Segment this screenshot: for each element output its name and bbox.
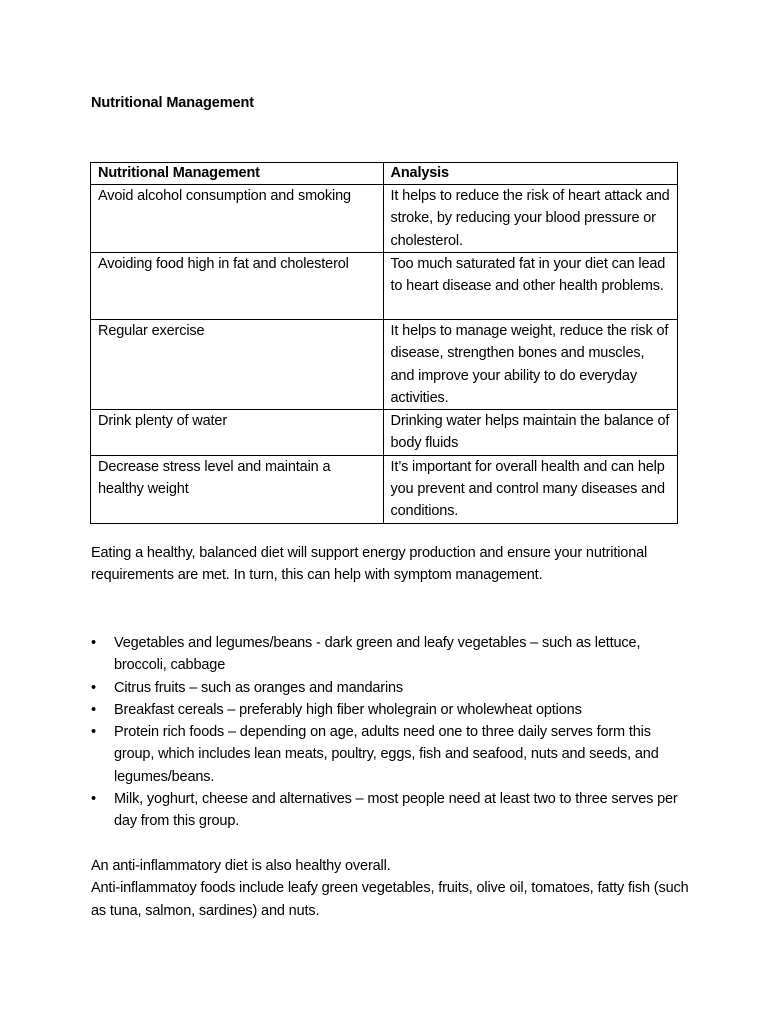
analysis-cell: Too much saturated fat in your diet can lead to heart disease and other health problems. [383, 253, 677, 320]
page-title: Nutritional Management [91, 95, 254, 111]
bullet-icon: • [91, 679, 96, 696]
management-cell: Drink plenty of water [91, 410, 384, 456]
bullet-icon: • [91, 724, 96, 741]
list-item [91, 632, 681, 677]
management-cell: Avoiding food high in fat and cholesterol [91, 253, 384, 320]
analysis-cell: It helps to reduce the risk of heart attack and stroke, by reducing your blood pressure or cholesterol. [383, 185, 677, 253]
nutrition-table [90, 162, 678, 524]
table-row [91, 185, 678, 253]
column-header-management: Nutritional Management [91, 163, 384, 185]
closing-line-1: An anti-inflammatory diet is also healthy overall. [91, 858, 391, 874]
table-row [91, 455, 678, 523]
closing-line-2: Anti-inflammatoy foods include leafy green vegetables, fruits, olive oil, tomatoes, fatty fish (such as tuna, salmon, sardines) and nuts. [91, 880, 689, 919]
bullet-icon: • [91, 701, 96, 718]
list-item [91, 721, 681, 788]
analysis-cell: Drinking water helps maintain the balance of body fluids [383, 410, 677, 456]
table-row [91, 410, 678, 456]
column-header-analysis: Analysis [383, 163, 677, 185]
table-row [91, 320, 678, 410]
list-item-text: Citrus fruits – such as oranges and mandarins [114, 679, 404, 696]
analysis-cell: It’s important for overall health and can help you prevent and control many diseases and conditions. [383, 455, 677, 523]
bullet-icon: • [91, 791, 96, 808]
analysis-cell: It helps to manage weight, reduce the risk of disease, strengthen bones and muscles, and improve your ability to do everyday activities. [383, 320, 677, 410]
bullet-icon: • [91, 635, 96, 651]
management-cell: Avoid alcohol consumption and smoking [91, 185, 384, 253]
list-item-text: Protein rich foods – depending on age, adults need one to three daily serves form this group, which includes lean meats, poultry, eggs, fish and seafood, nuts and seeds, and legumes/beans. [114, 724, 659, 785]
list-item [91, 699, 681, 721]
management-cell: Regular exercise [91, 320, 384, 410]
table-row [91, 253, 678, 320]
closing-paragraph [91, 855, 691, 922]
table-header-row [91, 163, 678, 185]
list-item-text: Vegetables and legumes/beans - dark green and leafy vegetables – such as lettuce, broccoli, cabbage [114, 635, 641, 674]
management-cell: Decrease stress level and maintain a healthy weight [91, 455, 384, 523]
list-item-text: Milk, yoghurt, cheese and alternatives – most people need at least two to three serves per day from this group. [114, 791, 678, 830]
list-item [91, 677, 681, 699]
list-item-text: Breakfast cereals – preferably high fiber wholegrain or wholewheat options [114, 701, 582, 718]
intro-paragraph: Eating a healthy, balanced diet will support energy production and ensure your nutritional requirements are met. In turn, this can help with symptom management. [91, 545, 648, 584]
list-item [91, 788, 681, 833]
food-list [91, 632, 681, 833]
